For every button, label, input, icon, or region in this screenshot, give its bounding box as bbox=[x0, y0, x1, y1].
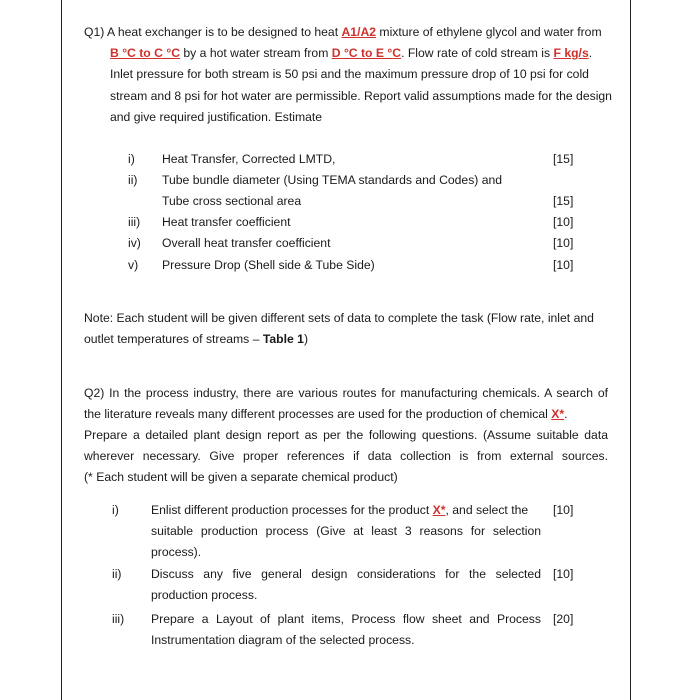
q1-text: mixture of ethylene glycol and water from bbox=[376, 25, 602, 39]
q2-line-3 bbox=[84, 427, 608, 443]
q2-line-5: (* Each student will be given a separate chemical product) bbox=[84, 470, 398, 484]
q1-item-number: iv) bbox=[128, 236, 141, 250]
q2-item-text: suitable production process (Give at least 3 reasons for selection bbox=[151, 524, 541, 538]
note-text: ) bbox=[303, 332, 308, 346]
q2-item-marks: [20] bbox=[553, 612, 574, 626]
q1-item-text-cont: Tube cross sectional area bbox=[162, 194, 302, 208]
q1-item-marks: [15] bbox=[553, 194, 574, 208]
q1-text: Q1) A heat exchanger is to be designed to heat bbox=[84, 25, 342, 39]
q2-item-number: i) bbox=[112, 503, 119, 517]
q1-item-text: Pressure Drop (Shell side & Tube Side) bbox=[162, 258, 375, 272]
q2-item-number: ii) bbox=[112, 567, 122, 581]
q1-item-number: ii) bbox=[128, 173, 138, 187]
q1-item-marks: [10] bbox=[553, 236, 574, 250]
q2-item-line bbox=[151, 611, 541, 627]
q1-text: . bbox=[588, 46, 593, 60]
q1-variable-bc: B °C to C °C bbox=[110, 46, 181, 60]
q2-item-text: Prepare a Layout of plant items, Process flow sheet and Process bbox=[151, 612, 541, 626]
q2-line-1 bbox=[84, 385, 608, 401]
q2-text: wherever necessary. Give proper references if data collection is from external sources. bbox=[84, 449, 608, 463]
q2-item-text: Discuss any five general design considerations for the selected bbox=[151, 567, 541, 581]
q1-variable-f: F kg/s bbox=[553, 46, 589, 60]
q1-line-2 bbox=[110, 45, 592, 61]
document-page bbox=[61, 0, 631, 700]
q2-variable-x: X* bbox=[432, 503, 446, 517]
q2-item-number: iii) bbox=[112, 612, 125, 626]
q2-line-2 bbox=[84, 406, 567, 422]
q1-item-marks: [10] bbox=[553, 215, 574, 229]
q2-item-line: Instrumentation diagram of the selected process. bbox=[151, 633, 415, 647]
q2-variable-x: X* bbox=[551, 407, 565, 421]
q1-line-1 bbox=[84, 24, 602, 40]
q1-text: by a hot water stream from bbox=[180, 46, 332, 60]
q1-item-marks: [10] bbox=[553, 258, 574, 272]
q1-item-number: iii) bbox=[128, 215, 141, 229]
q2-item-line: process). bbox=[151, 545, 202, 559]
q2-item-marks: [10] bbox=[553, 567, 574, 581]
note-line-1: Note: Each student will be given different sets of data to complete the task (Flow rate, inlet and bbox=[84, 311, 594, 325]
q2-text: . bbox=[564, 407, 568, 421]
q1-variable-a: A1/A2 bbox=[341, 25, 377, 39]
note-text: outlet temperatures of streams – bbox=[84, 332, 263, 346]
q2-item-line bbox=[151, 502, 528, 518]
q2-text: the literature reveals many different processes are used for the production of chemical bbox=[84, 407, 552, 421]
q2-item-line bbox=[151, 523, 541, 539]
q2-item-line bbox=[151, 566, 541, 582]
note-table-ref: Table 1 bbox=[262, 332, 304, 346]
q1-text: . Flow rate of cold stream is bbox=[401, 46, 554, 60]
q2-item-marks: [10] bbox=[553, 503, 574, 517]
q1-line-4: stream and 8 psi for hot water are permissible. Report valid assumptions made for the design bbox=[110, 89, 612, 103]
q2-text: Prepare a detailed plant design report as per the following questions. (Assume suitable data bbox=[84, 428, 608, 442]
q1-item-text: Heat transfer coefficient bbox=[162, 215, 291, 229]
q2-item-text: , and select the bbox=[445, 503, 529, 517]
q2-text: Q2) In the process industry, there are various routes for manufacturing chemicals. A search of bbox=[84, 386, 608, 400]
q1-item-text: Overall heat transfer coefficient bbox=[162, 236, 331, 250]
q1-variable-de: D °C to E °C bbox=[331, 46, 402, 60]
q2-line-4 bbox=[84, 448, 608, 464]
q1-item-marks: [15] bbox=[553, 152, 574, 166]
q1-item-number: i) bbox=[128, 152, 135, 166]
q2-item-text: Enlist different production processes for the product bbox=[151, 503, 433, 517]
q1-item-text: Heat Transfer, Corrected LMTD, bbox=[162, 152, 336, 166]
q1-item-text: Tube bundle diameter (Using TEMA standards and Codes) and bbox=[162, 173, 503, 187]
q1-line-5: and give required justification. Estimate bbox=[110, 110, 323, 124]
q2-item-line: production process. bbox=[151, 588, 258, 602]
q1-item-number: v) bbox=[128, 258, 139, 272]
note-line-2 bbox=[84, 331, 308, 347]
q1-line-3: Inlet pressure for both stream is 50 psi and the maximum pressure drop of 10 psi for cold bbox=[110, 67, 589, 81]
